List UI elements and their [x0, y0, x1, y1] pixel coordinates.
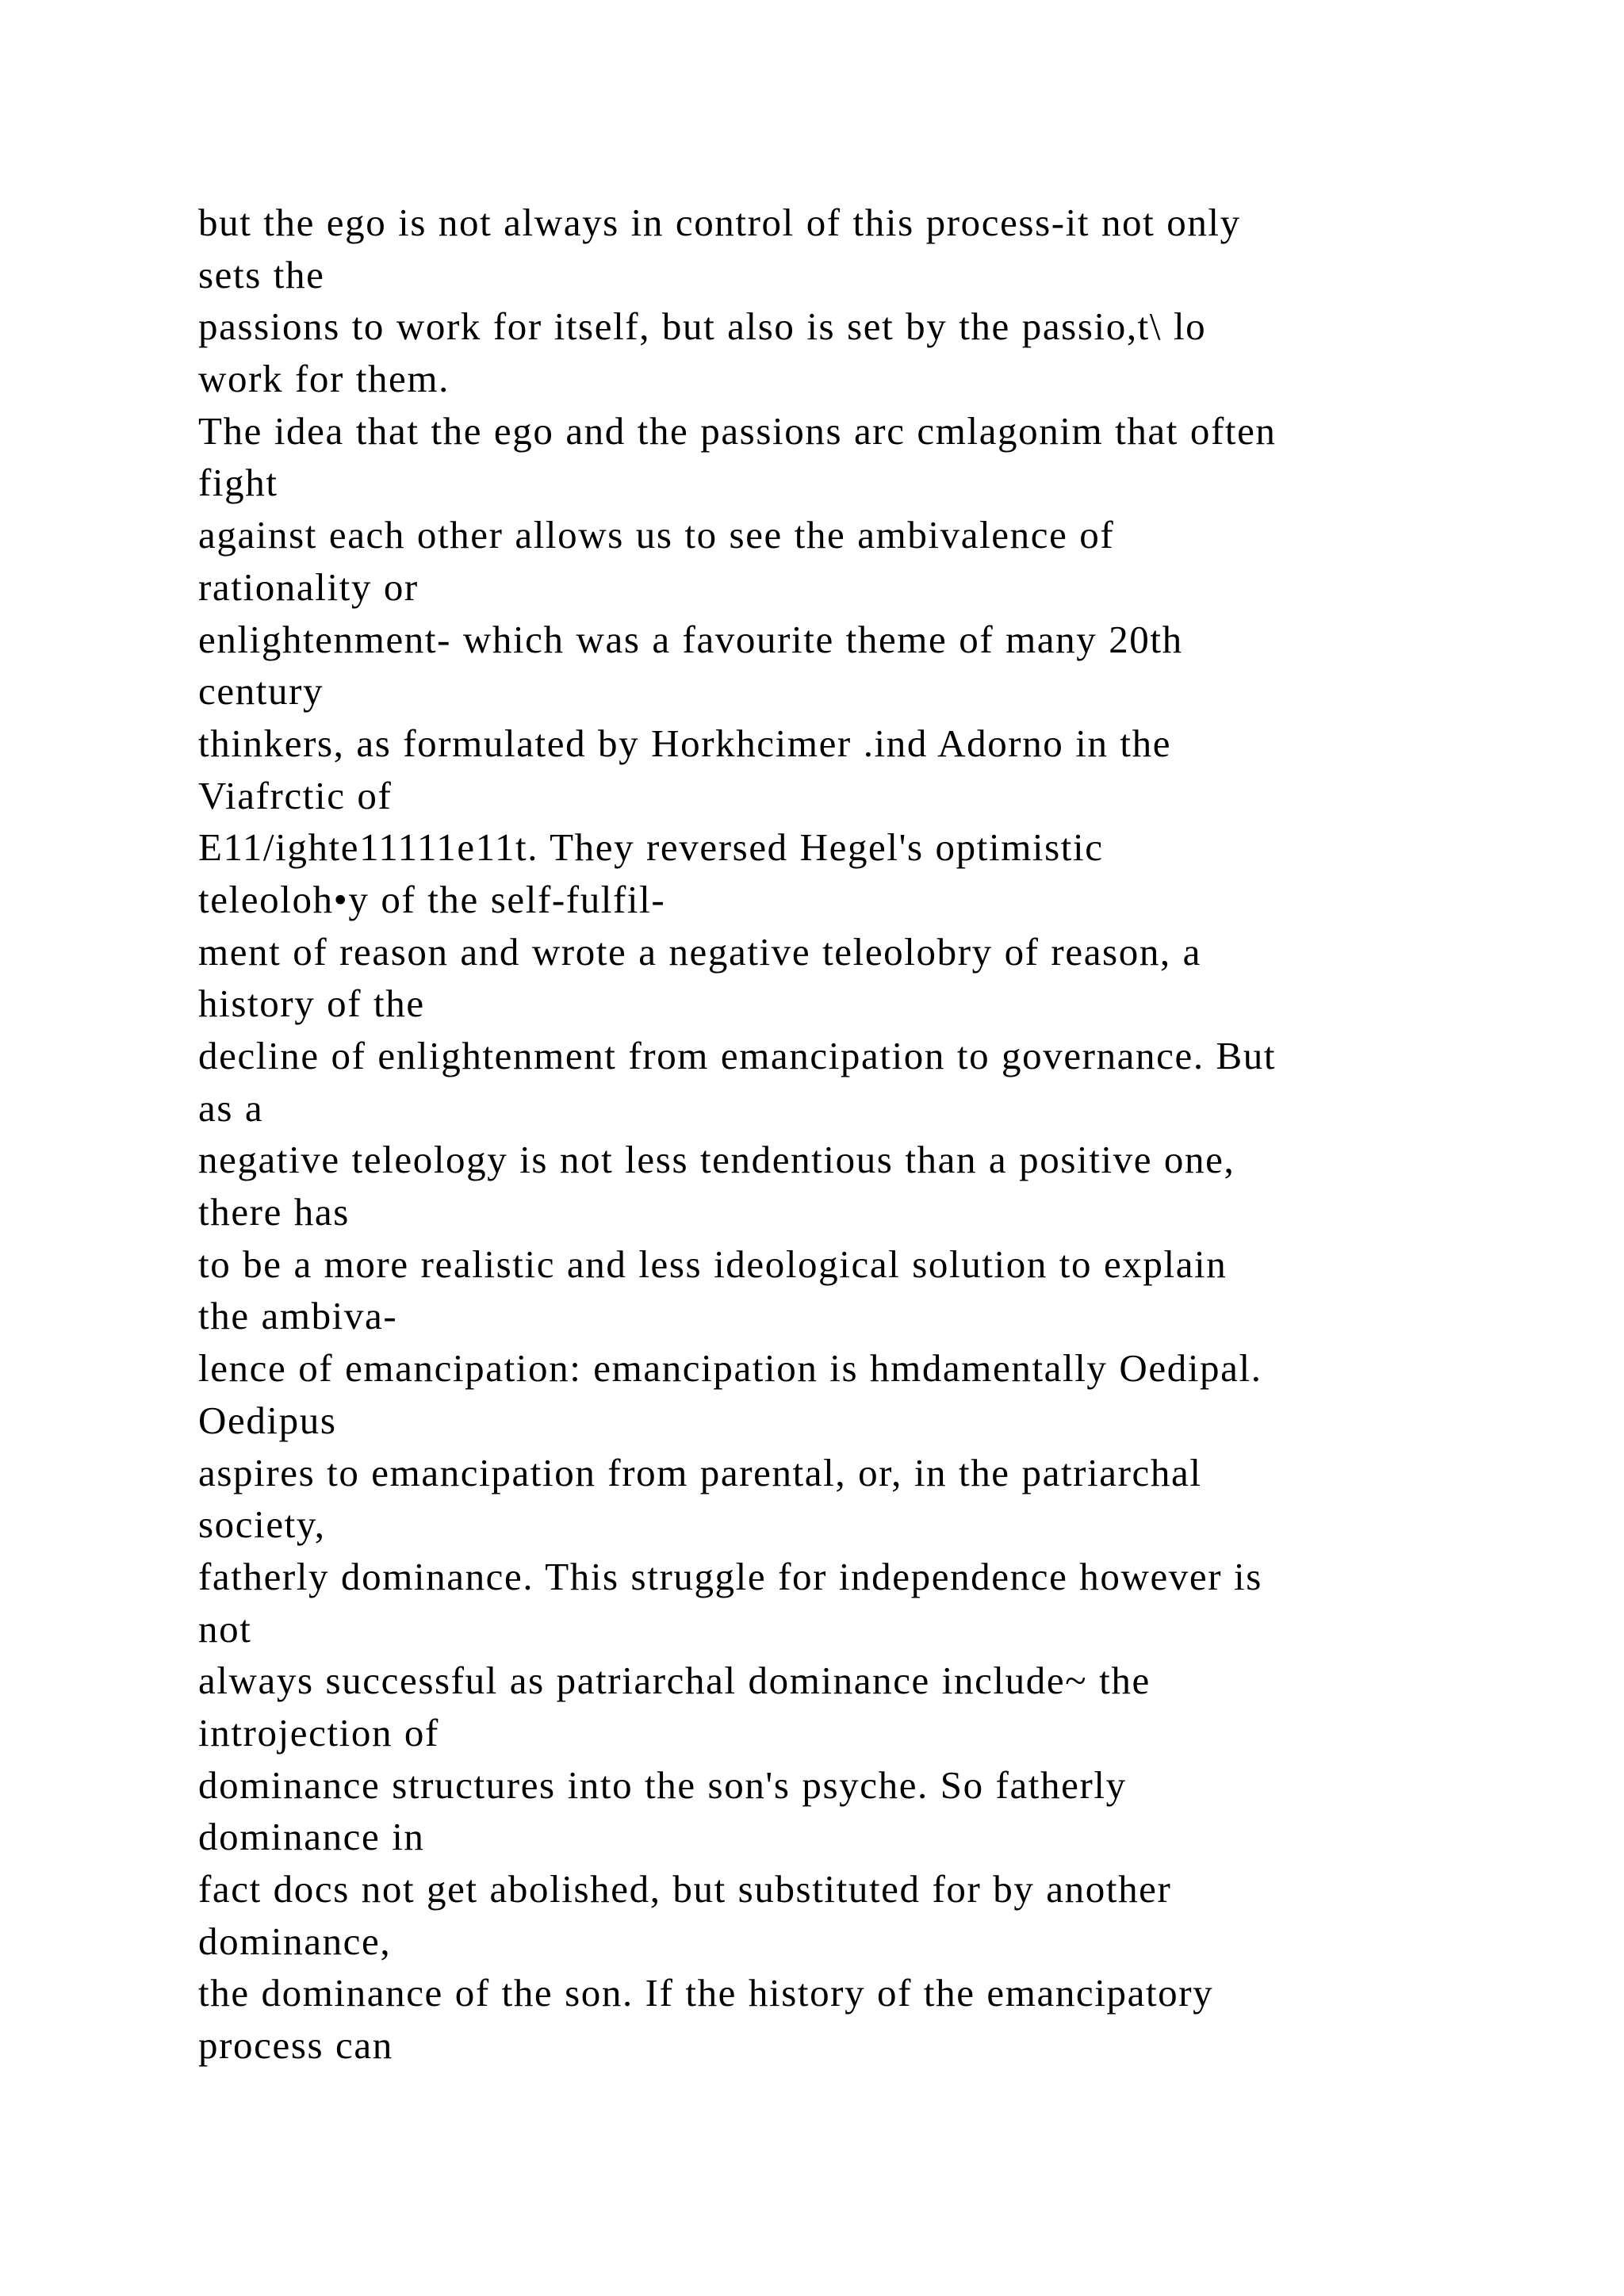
text-line: E11/ighte11111e11t. They reversed Hegel's optimistic [198, 825, 1104, 870]
text-line: society, [198, 1502, 326, 1547]
text-line: decline of enlightenment from emancipation to governance. But [198, 1034, 1277, 1077]
text-line: lence of emancipation: emancipation is hmdamentally Oedipal. [198, 1346, 1262, 1391]
text-line: but the ego is not always in control of this process-it not only [198, 201, 1241, 244]
text-line: to be a more realistic and less ideological solution to explain [198, 1242, 1228, 1286]
text-line: fatherly dominance. This struggle for independence however is [198, 1554, 1262, 1598]
text-line: dominance in [198, 1815, 425, 1859]
text-line: work for them. [198, 357, 450, 401]
text-line: enlightenment- which was a favourite theme of many 20th [198, 617, 1183, 661]
text-line: dominance structures into the son's psyche. So fatherly [198, 1762, 1127, 1807]
text-line: aspires to emancipation from parental, or, in the patriarchal [198, 1450, 1202, 1494]
text-line: rationality or [198, 564, 419, 609]
text-line: century [198, 669, 324, 714]
text-line: introjection of [198, 1710, 439, 1755]
text-line: always successful as patriarchal dominance include~ the [198, 1659, 1151, 1703]
text-line: thinkers, as formulated by Horkhcimer .ind Adorno in the [198, 721, 1172, 765]
text-line: fight [198, 461, 278, 505]
text-line: Viafrctic of [198, 773, 393, 817]
text-line: not [198, 1606, 252, 1651]
text-line: history of the [198, 982, 425, 1026]
text-line: sets the [198, 252, 325, 297]
text-line: process can [198, 2023, 393, 2068]
text-line: teleoloh•y of the self-fulfil- [198, 877, 666, 921]
text-line: fact docs not get abolished, but substituted for by another [198, 1867, 1172, 1911]
text-line: the dominance of the son. If the history of the emancipatory [198, 1971, 1214, 2015]
text-line: dominance, [198, 1919, 392, 1963]
body-text [198, 197, 1515, 2072]
text-line: there has [198, 1190, 350, 1234]
text-line: the ambiva- [198, 1294, 398, 1338]
text-line: ment of reason and wrote a negative teleolobry of reason, a [198, 929, 1201, 974]
text-line: The idea that the ego and the passions arc cmlagonim that often [198, 408, 1277, 453]
text-line: passions to work for itself, but also is set by the passio,t\ lo [198, 304, 1207, 349]
text-line: against each other allows us to see the ambivalence of [198, 513, 1115, 557]
text-line: as a [198, 1085, 264, 1130]
text-line: negative teleology is not less tendentious than a positive one, [198, 1138, 1235, 1182]
text-line: Oedipus [198, 1398, 337, 1442]
